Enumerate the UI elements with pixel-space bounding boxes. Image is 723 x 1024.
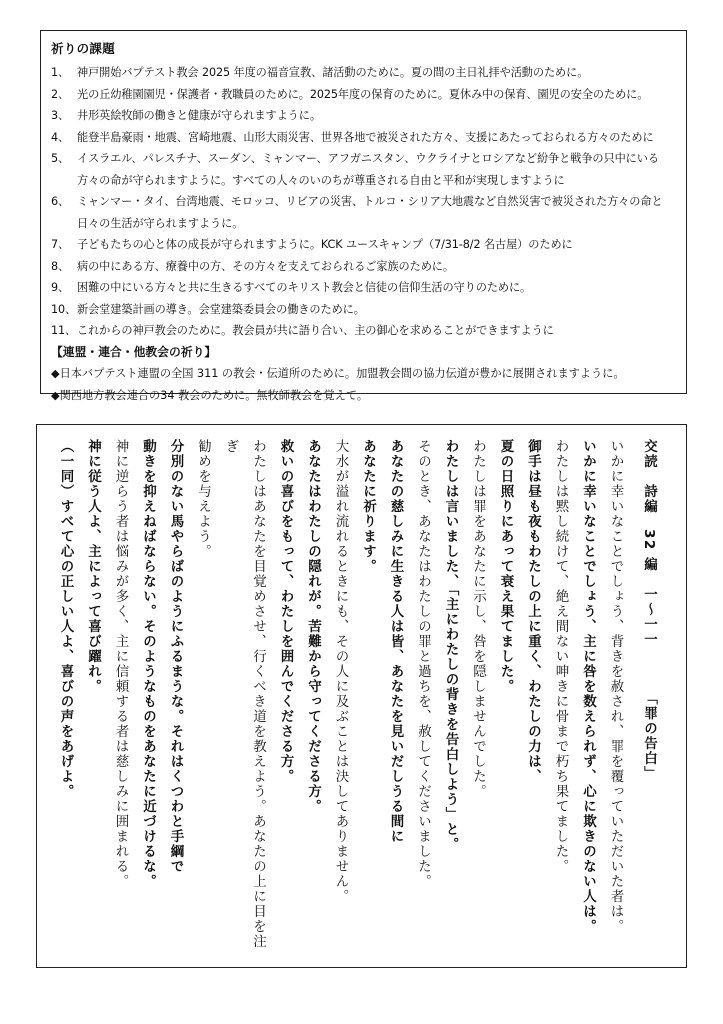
- reading-response-line: いかに幸いなことでしょう、主に咎を数えられず、心に欺きのない人は。: [580, 439, 596, 934]
- reading-response-line: あなたはわたしの隠れが。苦難から守ってくださる方。: [305, 439, 321, 814]
- prayer-bullet: ◆日本バプテスト連盟の全国 311 の教会・伝道所のために。加盟教会間の協力伝道が豊かに展開されますように。: [51, 367, 625, 380]
- prayer-item-text: 子どもたちの心と体の成長が守られますように。KCK ユースキャンプ（7/31-8/2 名古屋）のために: [77, 238, 573, 251]
- reading-heading-label: 交読 詩編 32 編 一～一一: [641, 439, 657, 647]
- prayer-item-text: 能登半島豪雨・地震、宮崎地震、山形大雨災害、世界各地で被災された方々、支援にあたっておられる方々のために: [77, 130, 654, 144]
- prayer-item-number: 6、: [51, 195, 70, 208]
- reading-response-line: あなたに祈ります。: [360, 439, 376, 574]
- prayer-item: [51, 277, 676, 299]
- reading-response-line: 夏の日照りにあって衰え果てました。: [497, 439, 514, 694]
- reading-leader-line: いかに幸いなことでしょう、背きを赦され、罪を覆っていただいた者は。: [607, 439, 624, 934]
- prayer-item: [51, 62, 676, 84]
- reading-response-line: 分別のない馬やらばのようにふるまうな。それはくつわと手綱で: [167, 439, 184, 874]
- prayer-item: [51, 191, 676, 234]
- prayer-bullet: ◆関西地方教会連合の34 教会のために。無牧師教会を覚えて。: [51, 388, 369, 402]
- prayer-item-number: 9、: [51, 281, 70, 294]
- prayer-item-number: 8、: [51, 259, 70, 273]
- reading-heading-title: 「罪の告白」: [641, 691, 657, 781]
- reading-response-line: 神に従う人よ、主によって喜び躍れ。: [85, 439, 101, 694]
- prayer-item-text: 神戸開始バプテスト教会 2025 年度の福音宣教、諸活動のために。夏の間の主日礼拝や活動のために。: [77, 66, 589, 79]
- reading-leader-line: 勧めを与えよう。: [195, 439, 211, 559]
- prayer-subtitle: 【連盟・連合・他教会の祈り】: [51, 344, 217, 359]
- reading-response-line: あなたの慈しみに生きる人は皆、あなたを見いだしうる間に: [387, 439, 404, 844]
- prayer-item-number: 7、: [51, 238, 70, 251]
- prayer-item-text: 光の丘幼稚園園児・保護者・教職員のために。2025年度の保育のために。夏休み中の保育、園児の安全のために。: [77, 87, 649, 101]
- prayer-item: [51, 84, 676, 106]
- reading-leader-line: 大水が溢れ流れるときにも、その人に及ぶことは決してありません。: [332, 439, 349, 904]
- prayer-item: [51, 127, 676, 149]
- reading-response-line: （一同）すべて心の正しい人よ、喜びの声をあげよ。: [57, 439, 74, 799]
- responsive-reading-box: [36, 424, 687, 968]
- prayer-item-number: 11、: [51, 324, 77, 337]
- prayer-item-number: 5、: [51, 152, 70, 165]
- prayer-list: [51, 62, 676, 342]
- prayer-item-number: 3、: [51, 109, 70, 122]
- reading-response-line: わたしは言いました、「主にわたしの背きを告白しよう」と。: [442, 439, 459, 853]
- prayer-item-text: これからの神戸教会のために。教会員が共に語り合い、主の御心を求めることができますように: [77, 324, 554, 337]
- prayer-item: [51, 320, 676, 342]
- prayer-bullets: [51, 363, 676, 406]
- prayer-item-number: 1、: [51, 66, 70, 79]
- prayer-item-text: イスラエル、パレスチナ、スーダン、ミャンマー、アフガニスタン、ウクライナとロシアなど紛争と戦争の只中にいる方々の命が守られますように。すべての人々のいのちが尊重される自由と平和が実現しますように: [77, 152, 659, 187]
- prayer-item: [51, 148, 676, 191]
- prayer-item-number: 4、: [51, 130, 70, 144]
- prayer-item-text: 病の中にある方、療養中の方、その方々を支えておられるご家族のために。: [77, 259, 454, 273]
- reading-leader-line: 神に逆らう者は悩みが多く、主に信頼する者は慈しみに囲まれる。: [112, 439, 129, 889]
- reading-response-line: 動きを抑えねばならない。そのようなものをあなたに近づけるな。: [140, 439, 156, 889]
- reading-leader-line: わたしはあなたを目覚めさせ、行くべき道を教えよう。あなたの上に目を注ぎ: [222, 439, 266, 949]
- reading-leader-line: わたしは罪をあなたに示し、咎を隠しませんでした。: [470, 439, 486, 799]
- prayer-item-text: 井形英絵牧師の働きと健康が守られますように。: [77, 109, 321, 122]
- reading-response-line: 救いの喜びをもって、わたしを囲んでくださる方。: [277, 439, 294, 784]
- reading-heading: [635, 439, 663, 959]
- prayer-item: [51, 234, 676, 256]
- prayer-title: 祈りの課題: [51, 41, 116, 56]
- prayer-item-number: 2、: [51, 87, 70, 101]
- prayer-item-text: 新会堂建築計画の導き。会堂建築委員会の働きのために。: [77, 302, 365, 316]
- reading-leader-line: わたしは黙し続けて、絶え間ない呻きに骨まで朽ち果てました。: [552, 439, 569, 874]
- prayer-requests-box: [40, 30, 687, 402]
- prayer-item: [51, 256, 676, 278]
- prayer-item: [51, 299, 676, 321]
- prayer-item-text: ミャンマー・タイ、台湾地震、モロッコ、リビアの災害、トルコ・シリア大地震など自然災害で被災された方々の命と日々の生活が守られますように。: [77, 195, 663, 230]
- prayer-item-number: 10、: [51, 302, 77, 316]
- reading-leader-line: そのとき、あなたはわたしの罪と過ちを、赦してくださいました。: [415, 439, 431, 889]
- responsive-reading-text: [51, 439, 662, 959]
- prayer-item: [51, 105, 676, 127]
- prayer-item-text: 困難の中にいる方々と共に生きるすべてのキリスト教会と信徒の信仰生活の守りのために。: [77, 281, 532, 294]
- reading-response-line: 御手は昼も夜もわたしの上に重く、わたしの力は、: [525, 439, 541, 784]
